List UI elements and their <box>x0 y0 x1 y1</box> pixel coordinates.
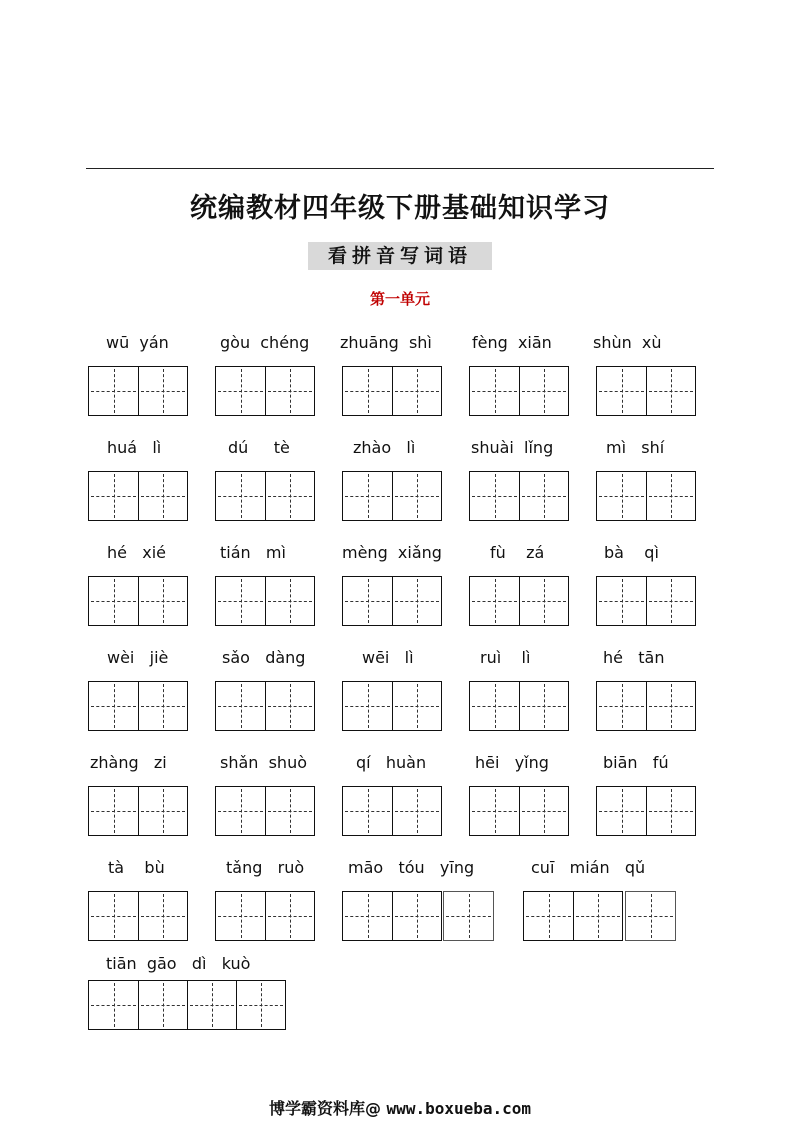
pinyin-label: shuài lǐng <box>471 438 554 457</box>
writing-grid <box>215 681 315 731</box>
writing-grid <box>342 576 442 626</box>
writing-grid <box>88 891 188 941</box>
pinyin-label: hé tān <box>603 648 665 667</box>
writing-grid <box>469 471 569 521</box>
pinyin-label: qí huàn <box>356 753 427 772</box>
pinyin-label: wū yán <box>106 333 169 352</box>
pinyin-label: mèng xiǎng <box>342 543 442 562</box>
pinyin-label: mì shí <box>606 438 665 457</box>
pinyin-label: huá lì <box>107 438 162 457</box>
pinyin-label: wēi lì <box>362 648 414 667</box>
pinyin-label: ruì lì <box>480 648 531 667</box>
pinyin-label: hēi yǐng <box>475 753 549 772</box>
writing-grid <box>342 366 442 416</box>
writing-grid <box>596 786 696 836</box>
pinyin-label: wèi jiè <box>107 648 169 667</box>
writing-grid <box>215 471 315 521</box>
writing-grid <box>469 366 569 416</box>
unit-heading: 第一单元 <box>369 290 430 308</box>
pinyin-label: fù zá <box>490 543 545 562</box>
writing-grid <box>88 366 188 416</box>
pinyin-label: zhào lì <box>353 438 416 457</box>
writing-grid <box>596 366 696 416</box>
writing-grid <box>523 891 623 941</box>
page-title: 统编教材四年级下册基础知识学习 <box>190 193 610 224</box>
writing-grid <box>342 891 442 941</box>
writing-grid <box>88 681 188 731</box>
pinyin-label: fèng xiān <box>472 333 552 352</box>
pinyin-label: dú tè <box>228 438 290 457</box>
footer-at: @ <box>364 1099 381 1118</box>
writing-grid <box>625 891 676 941</box>
writing-grid <box>88 980 286 1030</box>
writing-grid <box>88 786 188 836</box>
writing-grid <box>469 681 569 731</box>
writing-grid <box>469 576 569 626</box>
writing-grid <box>88 576 188 626</box>
writing-grid <box>342 786 442 836</box>
pinyin-label: tà bù <box>108 858 165 877</box>
pinyin-label: tián mì <box>220 543 286 562</box>
pinyin-label: tiān gāo dì kuò <box>106 954 251 973</box>
pinyin-label: hé xié <box>107 543 166 562</box>
writing-grid <box>596 576 696 626</box>
writing-grid <box>215 891 315 941</box>
pinyin-label: shǎn shuò <box>220 753 307 772</box>
pinyin-label: biān fú <box>603 753 669 772</box>
writing-grid <box>342 471 442 521</box>
footer-watermark <box>0 1096 800 1119</box>
top-divider <box>86 168 714 169</box>
footer-url: www.boxueba.com <box>386 1099 532 1118</box>
writing-grid <box>469 786 569 836</box>
pinyin-label: gòu chéng <box>220 333 310 352</box>
writing-grid <box>596 471 696 521</box>
pinyin-label: shùn xù <box>593 333 662 352</box>
pinyin-label: māo tóu yīng <box>348 858 475 877</box>
writing-grid <box>88 471 188 521</box>
writing-grid <box>443 891 494 941</box>
pinyin-label: zhàng zi <box>90 753 167 772</box>
writing-grid <box>215 576 315 626</box>
writing-grid <box>596 681 696 731</box>
pinyin-label: bà qì <box>604 543 659 562</box>
pinyin-label: sǎo dàng <box>222 648 306 667</box>
pinyin-label: tǎng ruò <box>226 858 305 877</box>
footer-site-name: 博学霸资料库 <box>268 1099 365 1118</box>
writing-grid <box>342 681 442 731</box>
writing-grid <box>215 366 315 416</box>
section-subtitle: 看拼音写词语 <box>308 242 492 270</box>
pinyin-label: cuī mián qǔ <box>531 858 646 877</box>
pinyin-label: zhuāng shì <box>340 333 432 352</box>
writing-grid <box>215 786 315 836</box>
